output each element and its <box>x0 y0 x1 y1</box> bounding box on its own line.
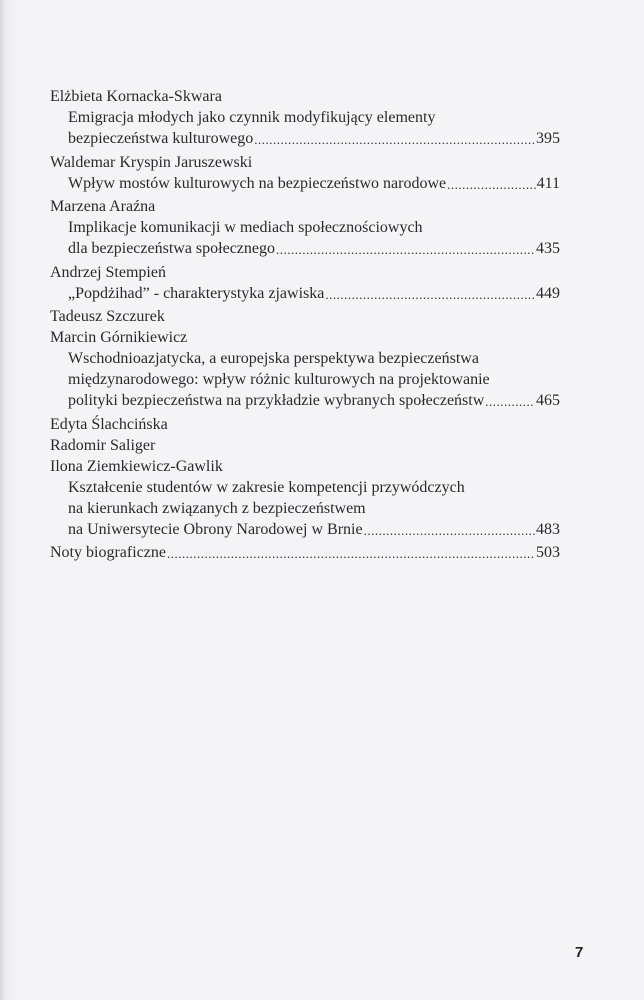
dot-leader <box>167 542 535 563</box>
title-line <box>50 283 560 304</box>
dot-leader <box>254 128 535 149</box>
title-line <box>50 390 560 411</box>
title-text: Emigracja młodych jako czynnik modyfikujący elementy <box>68 109 436 126</box>
toc-entry <box>50 152 560 194</box>
author-name: Radomir Saliger <box>50 436 156 454</box>
author-name: Elżbieta Kornacka-Skwara <box>50 88 222 105</box>
dot-leader <box>325 283 535 304</box>
toc-entry <box>50 306 560 411</box>
table-of-contents <box>50 86 560 566</box>
page-number: 7 <box>575 944 584 961</box>
title-line <box>50 217 560 238</box>
title-text: Wschodnioazjatycka, a europejska perspektywa bezpieczeństwa <box>68 350 479 367</box>
toc-entry <box>50 542 560 563</box>
author-name: Waldemar Kryspin Jaruszewski <box>50 153 253 171</box>
page-ref: 449 <box>536 284 560 302</box>
dot-leader <box>364 519 535 540</box>
title-line <box>50 107 560 128</box>
author-line <box>50 306 560 327</box>
title-line <box>50 128 560 149</box>
title-text: Kształcenie studentów w zakresie kompetencji przywódczych <box>68 478 465 496</box>
dot-leader <box>276 238 535 259</box>
author-name: Marzena Araźna <box>50 198 156 215</box>
title-text: na Uniwersytecie Obrony Narodowej w Brnie <box>68 520 363 538</box>
author-line <box>50 327 560 348</box>
author-name: Andrzej Stempień <box>50 263 166 281</box>
title-line <box>50 477 560 498</box>
author-line <box>50 196 560 217</box>
page-ref: 483 <box>536 520 560 538</box>
dot-leader <box>447 173 535 194</box>
title-text: polityki bezpieczeństwa na przykładzie wybranych społeczeństw <box>68 392 485 409</box>
toc-entry <box>50 86 560 149</box>
title-text: bezpieczeństwa kulturowego <box>68 130 254 147</box>
author-name: Tadeusz Szczurek <box>50 308 165 325</box>
author-line <box>50 152 560 173</box>
page-ref: 411 <box>536 174 560 192</box>
title-text: międzynarodowego: wpływ różnic kulturowych na projektowanie <box>68 371 490 388</box>
title-text: Wpływ mostów kulturowych na bezpieczeństwo narodowe <box>68 174 447 192</box>
title-line <box>50 369 560 390</box>
author-line <box>50 262 560 283</box>
title-line <box>50 173 560 194</box>
author-name: Ilona Ziemkiewicz-Gawlik <box>50 457 223 475</box>
toc-entry <box>50 196 560 259</box>
title-line <box>50 542 560 563</box>
author-line <box>50 456 560 477</box>
title-text: „Popdżihad” - charakterystyka zjawiska <box>68 284 325 302</box>
author-name: Edyta Ślachcińska <box>50 415 168 433</box>
author-name: Marcin Górnikiewicz <box>50 329 188 346</box>
toc-entry <box>50 414 560 540</box>
title-text: dla bezpieczeństwa społecznego <box>68 240 276 257</box>
author-line <box>50 86 560 107</box>
title-text: Noty biograficzne <box>50 544 166 561</box>
author-line <box>50 435 560 456</box>
title-line <box>50 498 560 519</box>
title-line <box>50 348 560 369</box>
title-text: na kierunkach związanych z bezpieczeństwem <box>68 499 366 517</box>
page-ref: 503 <box>536 544 560 561</box>
toc-entry <box>50 262 560 304</box>
title-text: Implikacje komunikacji w mediach społecznościowych <box>68 219 423 236</box>
author-line <box>50 414 560 435</box>
title-line <box>50 238 560 259</box>
page-ref: 395 <box>536 130 560 147</box>
title-line <box>50 519 560 540</box>
dot-leader <box>485 390 535 411</box>
page-ref: 435 <box>536 240 560 257</box>
page-ref: 465 <box>536 392 560 409</box>
